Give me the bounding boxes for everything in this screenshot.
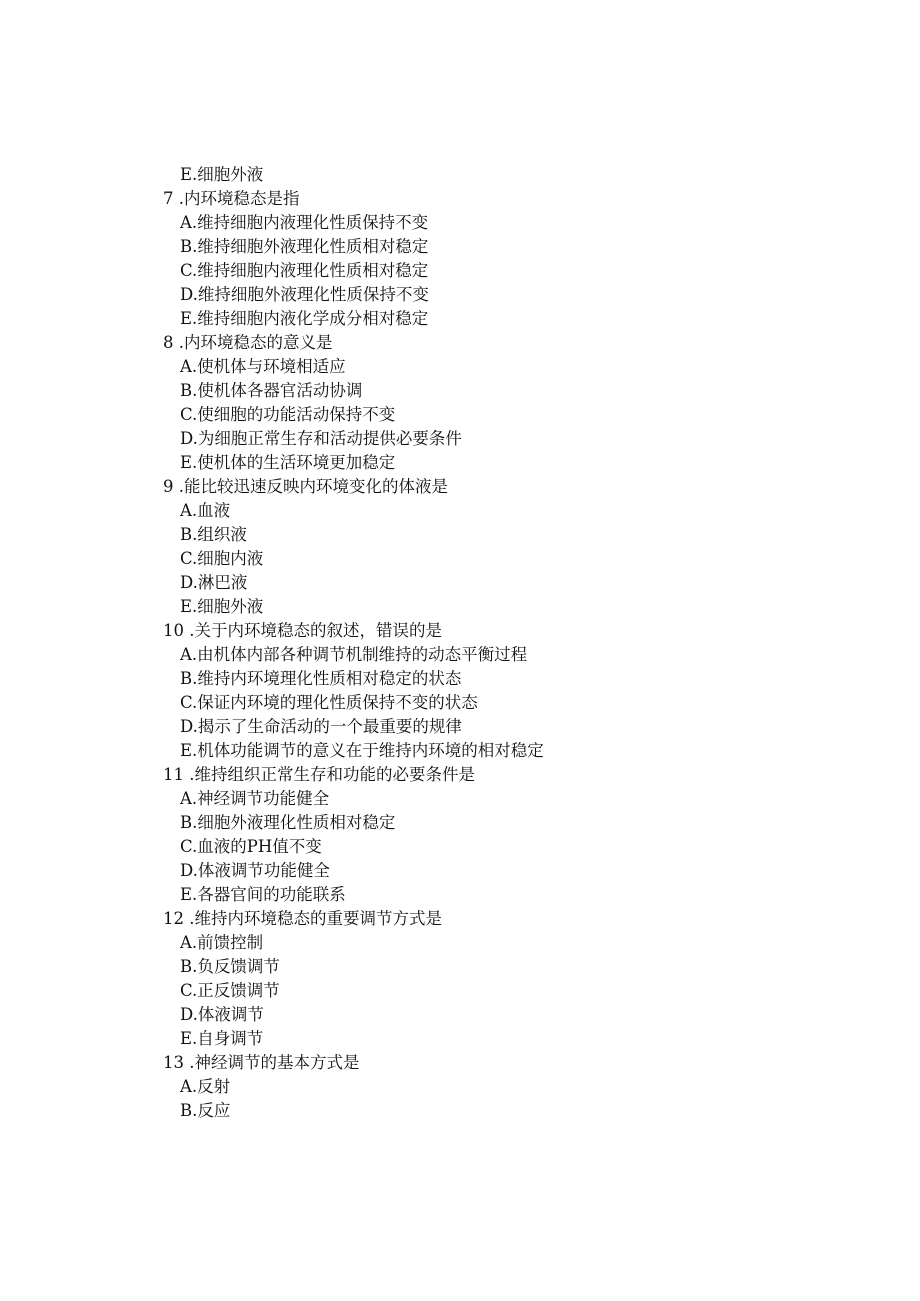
- answer-option: A.反射: [180, 1077, 231, 1096]
- question-stem: 8 .内环境稳态的意义是: [163, 333, 333, 352]
- question-stem: 7 .内环境稳态是指: [163, 189, 300, 208]
- answer-option: B.细胞外液理化性质相对稳定: [180, 813, 396, 832]
- question-stem: 10 .关于内环境稳态的叙述，错误的是: [163, 621, 442, 640]
- answer-option: E.各器官间的功能联系: [180, 885, 346, 904]
- answer-option: B.负反馈调节: [180, 957, 280, 976]
- answer-option: A.前馈控制: [180, 933, 264, 952]
- answer-option: E.细胞外液: [180, 597, 264, 616]
- answer-option: D.淋巴液: [180, 573, 248, 592]
- answer-option: E.维持细胞内液化学成分相对稳定: [180, 309, 429, 328]
- answer-option: C.使细胞的功能活动保持不变: [180, 405, 396, 424]
- answer-option: D.体液调节功能健全: [180, 861, 330, 880]
- answer-option: E.细胞外液: [180, 165, 264, 184]
- answer-option: D.维持细胞外液理化性质保持不变: [180, 285, 429, 304]
- answer-option: B.维持细胞外液理化性质相对稳定: [180, 237, 429, 256]
- question-stem: 11 .维持组织正常生存和功能的必要条件是: [163, 765, 475, 784]
- answer-option: E.使机体的生活环境更加稳定: [180, 453, 396, 472]
- answer-option: C.细胞内液: [180, 549, 264, 568]
- answer-option: E.机体功能调节的意义在于维持内环境的相对稳定: [180, 741, 544, 760]
- question-stem: 9 .能比较迅速反映内环境变化的体液是: [163, 477, 448, 496]
- answer-option: C.正反馈调节: [180, 981, 280, 1000]
- answer-option: A.血液: [180, 501, 231, 520]
- answer-option: D.揭示了生命活动的一个最重要的规律: [180, 717, 462, 736]
- answer-option: E.自身调节: [180, 1029, 264, 1048]
- answer-option: D.体液调节: [180, 1005, 264, 1024]
- answer-option: C.血液的PH值不变: [180, 837, 322, 856]
- answer-option: C.维持细胞内液理化性质相对稳定: [180, 261, 429, 280]
- answer-option: A.维持细胞内液理化性质保持不变: [180, 213, 429, 232]
- document-page: [0, 163, 920, 1123]
- question-stem: 13 .神经调节的基本方式是: [163, 1053, 360, 1072]
- question-stem: 12 .维持内环境稳态的重要调节方式是: [163, 909, 442, 928]
- answer-option: B.维持内环境理化性质相对稳定的状态: [180, 669, 462, 688]
- answer-option: D.为细胞正常生存和活动提供必要条件: [180, 429, 462, 448]
- answer-option: A.由机体内部各种调节机制维持的动态平衡过程: [180, 645, 528, 664]
- answer-option: A.使机体与环境相适应: [180, 357, 346, 376]
- answer-option: B.组织液: [180, 525, 247, 544]
- answer-option: B.使机体各器官活动协调: [180, 381, 363, 400]
- answer-option: B.反应: [180, 1101, 231, 1120]
- answer-option: A.神经调节功能健全: [180, 789, 330, 808]
- answer-option: C.保证内环境的理化性质保持不变的状态: [180, 693, 478, 712]
